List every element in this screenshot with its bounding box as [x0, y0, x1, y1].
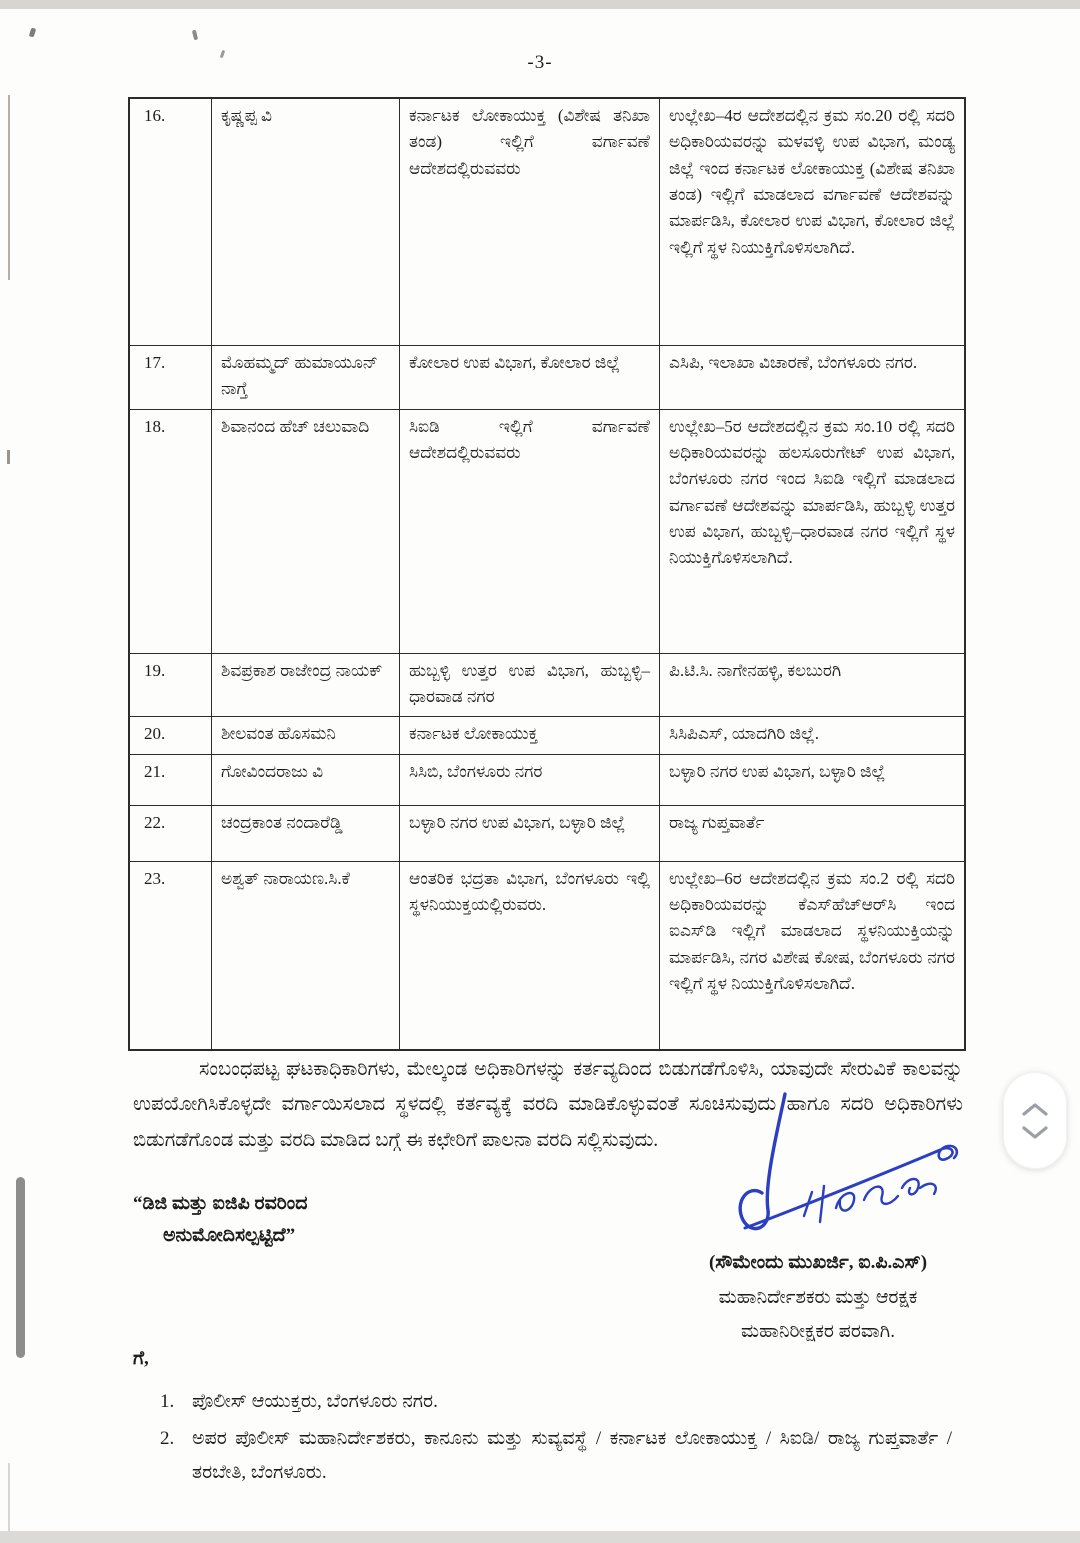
recipient-text: ಅಪರ ಪೊಲೀಸ್ ಮಹಾನಿರ್ದೇಶಕರು, ಕಾನೂನು ಮತ್ತು ಸುವ್ಯವಸ್ಥೆ / ಕರ್ನಾಟಕ ಲೋಕಾಯುಕ್ತ / ಸಿಐಡಿ/ ರಾಜ್ಯ ಗುಪ್ತವಾರ್ತೆ / ತರಬೇತಿ, ಬೆಂಗಳೂರು.	[192, 1428, 952, 1484]
cell-serial-number: 16.	[130, 99, 212, 345]
scan-artifact-line-bottom	[8, 1463, 10, 1531]
scan-speck	[29, 27, 37, 37]
cell-officer-name: ಕೃಷ್ಣಪ್ಪ ವಿ	[212, 99, 400, 345]
cell-present-posting: ಕರ್ನಾಟಕ ಲೋಕಾಯುಕ್ತ (ವಿಶೇಷ ತನಿಖಾ ತಂಡ) ಇಲ್ಲಿಗೆ ವರ್ಗಾವಣೆ ಆದೇಶದಲ್ಲಿರುವವರು	[400, 99, 660, 345]
table-row	[130, 717, 964, 754]
cell-officer-name: ಮೊಹಮ್ಮದ್ ಹುಮಾಯೂನ್ ನಾಗ್ತೆ	[212, 346, 400, 409]
cell-transfer-remarks: ಎಸಿಪಿ, ಇಲಾಖಾ ವಿಚಾರಣೆ, ಬೆಂಗಳೂರು ನಗರ.	[669, 353, 918, 372]
table-row	[130, 806, 964, 862]
table-row	[130, 654, 964, 718]
cell-transfer-remarks: ಪಿ.ಟಿ.ಸಿ. ನಾಗೇನಹಳ್ಳಿ, ಕಲಬುರಗಿ	[669, 660, 842, 680]
cell-officer-name: ಚಂದ್ರಕಾಂತ ನಂದಾರೆಡ್ಡಿ	[212, 806, 400, 861]
cell-present-posting: ಸಿಸಿಬಿ, ಬೆಂಗಳೂರು ನಗರ	[400, 755, 660, 805]
cell-serial-number: 18.	[130, 410, 212, 653]
scan-edge-bottom	[0, 1531, 1080, 1543]
table-row	[130, 862, 964, 1049]
cell-serial-number: 23.	[130, 862, 212, 1049]
cell-transfer-remarks: ಉಲ್ಲೇಖ–4ರ ಆದೇಶದಲ್ಲಿನ ಕ್ರಮ ಸಂ.20 ರಲ್ಲಿ ಸದರಿ ಅಧಿಕಾರಿಯವರನ್ನು ಮಳವಳ್ಳಿ ಉಪ ವಿಭಾಗ, ಮಂಡ್ಯ ಜಿಲ್ಲೆ ಇಂದ ಕರ್ನಾಟಕ ಲೋಕಾಯುಕ್ತ (ವಿಶೇಷ ತನಿಖಾ ತಂಡ) ಇಲ್ಲಿಗೆ ಮಾಡಲಾದ ವರ್ಗಾವಣೆ ಆದೇಶವನ್ನು ಮಾರ್ಪಡಿಸಿ, ಕೋಲಾರ ಉಪ ವಿಭಾಗ, ಕೋಲಾರ ಜಿಲ್ಲೆ ಇಲ್ಲಿಗೆ ಸ್ಥಳ ನಿಯುಕ್ತಿಗೊಳಿಸಲಾಗಿದೆ.	[669, 106, 955, 257]
recipient-text: ಪೊಲೀಸ್ ಆಯುಕ್ತರು, ಬೆಂಗಳೂರು ನಗರ.	[192, 1391, 438, 1412]
cell-officer-name: ಗೋವಿಂದರಾಜು ವಿ	[212, 755, 400, 805]
table-row	[130, 99, 964, 346]
table-row	[130, 755, 964, 806]
cell-transfer-remarks: ಬಳ್ಳಾರಿ ನಗರ ಉಪ ವಿಭಾಗ, ಬಳ್ಳಾರಿ ಜಿಲ್ಲೆ	[669, 761, 886, 781]
signatory-name: (ಸೌಮೇಂದು ಮುಖರ್ಜಿ, ಐ.ಪಿ.ಎಸ್)	[708, 1252, 928, 1273]
cell-present-posting: ಹುಬ್ಬಳ್ಳಿ ಉತ್ತರ ಉಪ ವಿಭಾಗ, ಹುಬ್ಬಳ್ಳಿ–ಧಾರವಾಡ ನಗರ	[400, 654, 660, 717]
table-row	[130, 410, 964, 654]
table-row	[130, 346, 964, 410]
cell-present-posting: ಕೋಲಾರ ಉಪ ವಿಭಾಗ, ಕೋಲಾರ ಜಿಲ್ಲೆ	[400, 346, 660, 409]
approval-note-line1: “ಡಿಜಿ ಮತ್ತು ಐಜಿಪಿ ರವರಿಂದ	[133, 1193, 308, 1214]
cell-transfer-remarks: ಉಲ್ಲೇಖ–5ರ ಆದೇಶದಲ್ಲಿನ ಕ್ರಮ ಸಂ.10 ರಲ್ಲಿ ಸದರಿ ಅಧಿಕಾರಿಯವರನ್ನು ಹಲಸೂರುಗೇಟ್ ಉಪ ವಿಭಾಗ, ಬೆಂಗಳೂರು ನಗರ ಇಂದ ಸಿಐಡಿ ಇಲ್ಲಿಗೆ ಮಾಡಲಾದ ವರ್ಗಾವಣೆ ಆದೇಶವನ್ನು ಮಾರ್ಪಡಿಸಿ, ಹುಬ್ಬಳ್ಳಿ ಉತ್ತರ ಉಪ ವಿಭಾಗ, ಹುಬ್ಬಳ್ಳಿ–ಧಾರವಾಡ ನಗರ ಇಲ್ಲಿಗೆ ಸ್ಥಳ ನಿಯುಕ್ತಿಗೊಳಿಸಲಾಗಿದೆ.	[669, 416, 955, 568]
instruction-paragraph: ಸಂಬಂಧಪಟ್ಟ ಘಟಕಾಧಿಕಾರಿಗಳು, ಮೇಲ್ಕಂಡ ಅಧಿಕಾರಿಗಳನ್ನು ಕರ್ತವ್ಯದಿಂದ ಬಿಡುಗಡೆಗೊಳಿಸಿ, ಯಾವುದೇ ಸೇರುವಿಕೆ ಕಾಲವನ್ನು ಉಪಯೋಗಿಸಿಕೊಳ್ಳದೇ ವರ್ಗಾಯಿಸಲಾದ ಸ್ಥಳದಲ್ಲಿ ಕರ್ತವ್ಯಕ್ಕೆ ವರದಿ ಮಾಡಿಕೊಳ್ಳುವಂತೆ ಸೂಚಿಸುವುದು ಹಾಗೂ ಸದರಿ ಅಧಿಕಾರಿಗಳು ಬಿಡುಗಡೆಗೊಂಡ ಮತ್ತು ವರದಿ ಮಾಡಿದ ಬಗ್ಗೆ ಈ ಕಛೇರಿಗೆ ಪಾಲನಾ ವರದಿ ಸಲ್ಲಿಸುವುದು.	[133, 1059, 963, 1151]
scan-artifact-mark	[7, 450, 10, 464]
cell-officer-name: ಅಶ್ವತ್ ನಾರಾಯಣ.ಸಿ.ಕೆ	[212, 862, 400, 1049]
cell-transfer-remarks: ಸಿಸಿಪಿಎಸ್, ಯಾದಗಿರಿ ಜಿಲ್ಲೆ.	[669, 724, 820, 744]
cell-officer-name: ಶಿವಪ್ರಕಾಶ ರಾಜೇಂದ್ರ ನಾಯಕ್	[212, 654, 400, 717]
cell-serial-number: 22.	[130, 806, 212, 861]
approval-note-line2: ಅನುಮೋದಿಸಲ್ಪಟ್ಟಿದೆ”	[163, 1225, 296, 1247]
cell-serial-number: 21.	[130, 755, 212, 805]
cell-present-posting: ಬಳ್ಳಾರಿ ನಗರ ಉಪ ವಿಭಾಗ, ಬಳ್ಳಾರಿ ಜಿಲ್ಲೆ	[400, 806, 660, 861]
signatory-title-line2: ಮಹಾನಿರೀಕ್ಷಕರ ಪರವಾಗಿ.	[741, 1321, 895, 1343]
cell-officer-name: ಶಿವಾನಂದ ಹೆಚ್ ಚಲುವಾದಿ	[212, 410, 400, 653]
scroll-pill	[1003, 1072, 1067, 1169]
left-scrollbar-thumb[interactable]	[16, 1177, 25, 1358]
page-number: -3-	[527, 52, 553, 73]
chevron-up-icon[interactable]	[1022, 1102, 1048, 1116]
list-item	[160, 1385, 980, 1419]
cell-officer-name: ಶೀಲವಂತ ಹೊಸಮನಿ	[212, 717, 400, 753]
scan-speck	[192, 30, 198, 41]
to-heading: ಗೆ,	[133, 1348, 149, 1369]
chevron-down-icon[interactable]	[1022, 1126, 1048, 1140]
cell-serial-number: 17.	[130, 346, 212, 409]
scan-artifact-line	[8, 95, 10, 280]
recipient-number: 2.	[160, 1428, 175, 1450]
cell-present-posting: ಆಂತರಿಕ ಭದ್ರತಾ ವಿಭಾಗ, ಬೆಂಗಳೂರು ಇಲ್ಲಿ ಸ್ಥಳನಿಯುಕ್ತಯಲ್ಲಿರುವರು.	[400, 862, 660, 1049]
cell-present-posting: ಕರ್ನಾಟಕ ಲೋಕಾಯುಕ್ತ	[400, 717, 660, 753]
signatory-title-line1: ಮಹಾನಿರ್ದೇಶಕರು ಮತ್ತು ಆರಕ್ಷಕ	[718, 1286, 918, 1308]
scan-edge-top	[0, 0, 1080, 9]
transfer-order-table	[128, 97, 966, 1051]
cell-transfer-remarks: ರಾಜ್ಯ ಗುಪ್ತವಾರ್ತೆ	[669, 812, 765, 832]
signatory-block	[648, 1246, 988, 1350]
recipient-list	[160, 1385, 980, 1494]
cell-serial-number: 20.	[130, 717, 212, 753]
cell-present-posting: ಸಿಐಡಿ ಇಲ್ಲಿಗೆ ವರ್ಗಾವಣೆ ಆದೇಶದಲ್ಲಿರುವವರು	[400, 410, 660, 653]
cell-transfer-remarks: ಉಲ್ಲೇಖ–6ರ ಆದೇಶದಲ್ಲಿನ ಕ್ರಮ ಸಂ.2 ರಲ್ಲಿ ಸದರಿ ಅಧಿಕಾರಿಯವರನ್ನು ಕೆಎಸ್‌ಹೆಚ್‌ಆರ್‌ಸಿ ಇಂದ ಐಎಸ್‌ಡಿ ಇಲ್ಲಿಗೆ ಮಾಡಲಾದ ಸ್ಥಳನಿಯುಕ್ತಿಯನ್ನು ಮಾರ್ಪಡಿಸಿ, ನಗರ ವಿಶೇಷ ಕೋಷ, ಬೆಂಗಳೂರು ನಗರ ಇಲ್ಲಿಗೆ ಸ್ಥಳ ನಿಯುಕ್ತಿಗೊಳಿಸಲಾಗಿದೆ.	[669, 868, 955, 994]
recipient-number: 1.	[160, 1391, 175, 1412]
cell-serial-number: 19.	[130, 654, 212, 717]
handwritten-signature	[688, 1088, 990, 1266]
approval-note	[133, 1188, 493, 1253]
list-item	[160, 1422, 980, 1490]
